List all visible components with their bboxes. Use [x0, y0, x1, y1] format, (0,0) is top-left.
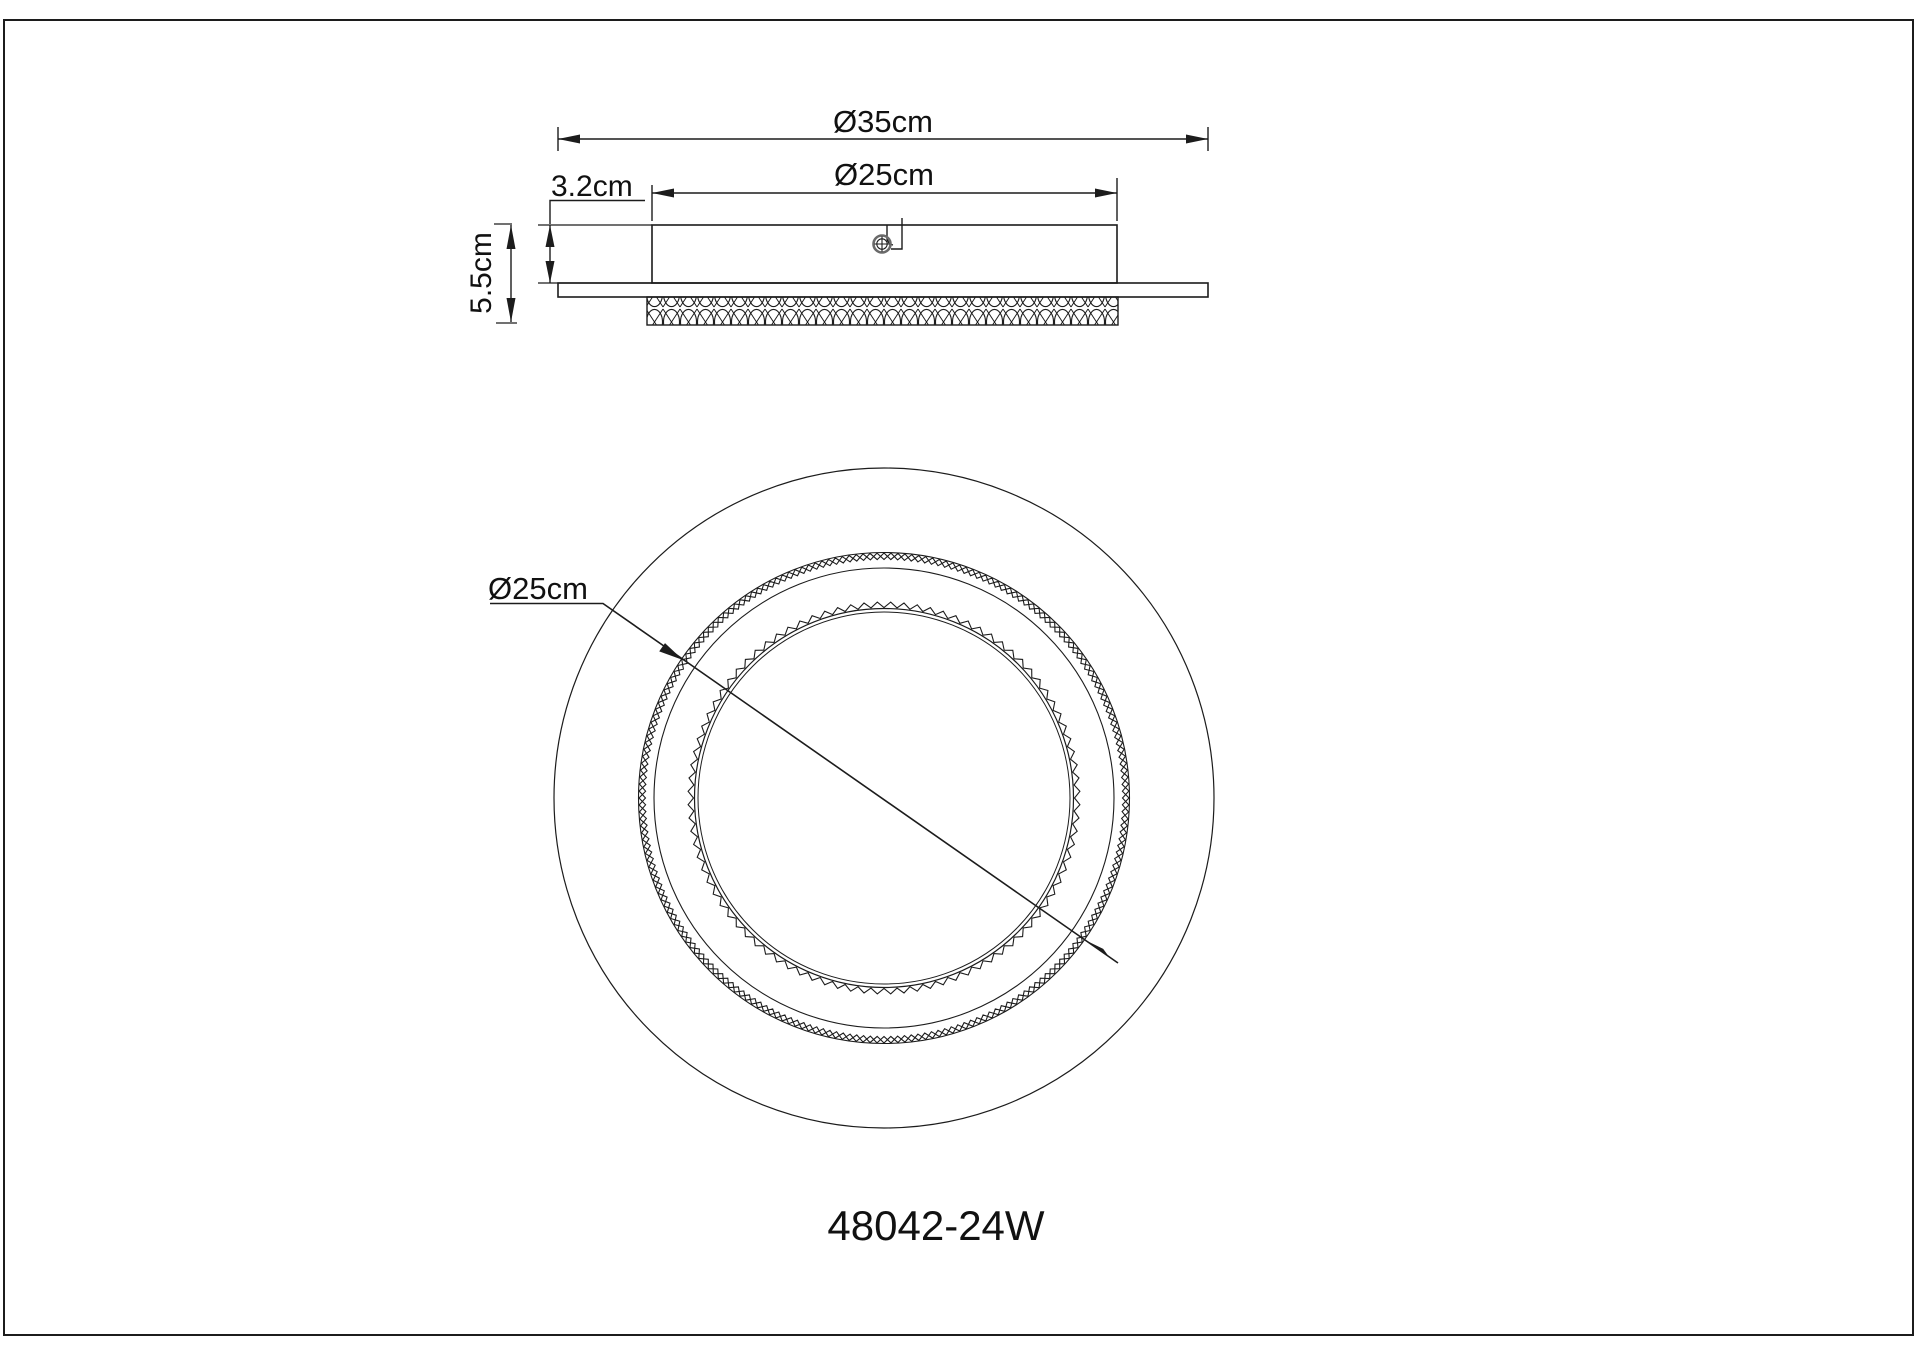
- front-view-crystal-ring: [639, 553, 1130, 1044]
- label-body-height: 3.2cm: [551, 170, 633, 203]
- label-inner-diameter: Ø25cm: [834, 157, 934, 192]
- front-view-inner-circle: [688, 602, 1080, 994]
- side-view-crystal-band: [647, 297, 1118, 325]
- label-front-diameter: Ø25cm: [488, 571, 588, 606]
- label-total-height: 5.5cm: [465, 232, 498, 314]
- front-view: [490, 468, 1214, 1128]
- generated-ring-path: [639, 553, 1129, 1043]
- dimension-ring-diameter: [490, 604, 1118, 964]
- front-view-ring-inner-edge: [654, 568, 1114, 1028]
- generated-ring-path: [688, 602, 1080, 994]
- screw-detail: [874, 218, 903, 253]
- model-number: 48042-24W: [827, 1202, 1045, 1249]
- dimension-body-height: [538, 201, 652, 284]
- front-view-outer-circle: [554, 468, 1214, 1128]
- label-outer-diameter: Ø35cm: [833, 104, 933, 139]
- side-view-base-plate: [558, 283, 1208, 297]
- generated-ring-path: [639, 553, 1129, 1043]
- ring-outer-edge: [639, 553, 1130, 1044]
- side-view-housing: [652, 225, 1117, 283]
